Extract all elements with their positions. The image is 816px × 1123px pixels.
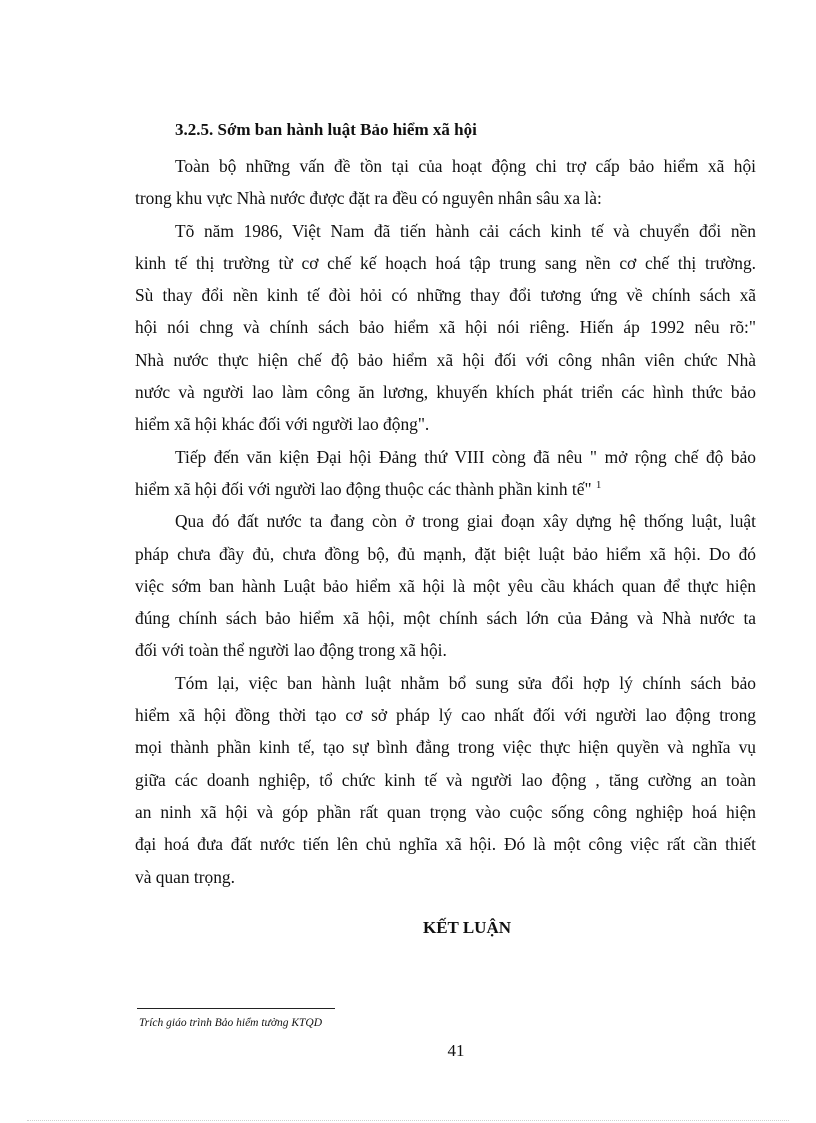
text-line: hiểm xã hội đối với người lao động thuộc các thành phần kinh tế" [135, 478, 592, 499]
text-line: trong khu vực Nhà nước được đặt ra đều có nguyên nhân sâu xa là: [135, 188, 602, 209]
text-line: đại hoá đưa đất nước tiến lên chủ nghĩa xã hội. Đó là một công việc rất cần thiết [135, 834, 756, 855]
text-line: và quan trọng. [135, 866, 235, 887]
text-line: hiểm xã hội khác đối với người lao động". [135, 414, 430, 435]
page-number: 41 [447, 1041, 465, 1060]
paragraph [135, 215, 756, 441]
text-line: Tõ năm 1986, Việt Nam đã tiến hành cải cách kinh tế và chuyển đổi nền [175, 220, 756, 241]
text-line: Qua đó đất nước ta đang còn ở trong giai đoạn xây dựng hệ thống luật, luật [175, 511, 756, 532]
text-line-with-footnote [135, 473, 756, 505]
text-line: đúng chính sách bảo hiểm xã hội, một chính sách lớn của Đảng và Nhà nước ta [135, 608, 756, 629]
paragraph [135, 667, 756, 893]
body-text [135, 150, 756, 893]
text-line: hiểm xã hội đồng thời tạo cơ sở pháp lý cao nhất đối với người lao động trong [135, 705, 756, 726]
text-line: đối với toàn thể người lao động trong xã hội. [135, 640, 447, 661]
text-line: nước và người lao làm công ăn lương, khuyến khích phát triển các hình thức bảo [135, 382, 756, 403]
footnote-divider [137, 1008, 335, 1009]
paragraph [135, 441, 756, 506]
text-line: pháp chưa đầy đủ, chưa đồng bộ, đủ mạnh, đặt biệt luật bảo hiểm xã hội. Do đó [135, 543, 756, 564]
text-line: an ninh xã hội và góp phần rất quan trọng vào cuộc sống công nghiệp hoá hiện [135, 801, 756, 822]
page-bottom-border [27, 1120, 789, 1121]
text-line: hội nói chng và chính sách bảo hiểm xã hội nói riêng. Hiến áp 1992 nêu rõ:" [135, 317, 756, 338]
text-line: việc sớm ban hành Luật bảo hiểm xã hội là một yêu cầu khách quan để thực hiện [135, 575, 756, 596]
section-heading: 3.2.5. Sớm ban hành luật Bảo hiểm xã hội [175, 120, 477, 139]
text-line: giữa các doanh nghiệp, tổ chức kinh tế và người lao động , tăng cường an toàn [135, 769, 756, 790]
footnote-text: Trích giáo trình Bảo hiểm tường KTQD [139, 1017, 323, 1029]
conclusion-title: KẾT LUẬN [422, 918, 511, 937]
paragraph [135, 150, 756, 215]
text-line: Sù thay đổi nền kinh tế đòi hỏi có những thay đổi tương ứng về chính sách xã [135, 285, 756, 306]
text-line: mọi thành phần kinh tế, tạo sự bình đẳng trong việc thực hiện quyền và nghĩa vụ [135, 737, 756, 758]
text-line: kinh tế thị trường từ cơ chế kế hoạch hoá tập trung sang nền cơ chế thị trường. [135, 252, 756, 273]
text-line: Tóm lại, việc ban hành luật nhằm bổ sung sửa đổi hợp lý chính sách bảo [175, 672, 756, 693]
text-line: Nhà nước thực hiện chế độ bảo hiểm xã hội đối với công nhân viên chức Nhà [135, 349, 756, 370]
text-line: Tiếp đến văn kiện Đại hội Đảng thứ VIII còng đã nêu " mở rộng chế độ bảo [175, 446, 756, 467]
footnote-reference[interactable]: 1 [595, 479, 602, 492]
text-line: Toàn bộ những vấn đề tồn tại của hoạt động chi trợ cấp bảo hiểm xã hội [175, 156, 756, 176]
paragraph [135, 505, 756, 666]
